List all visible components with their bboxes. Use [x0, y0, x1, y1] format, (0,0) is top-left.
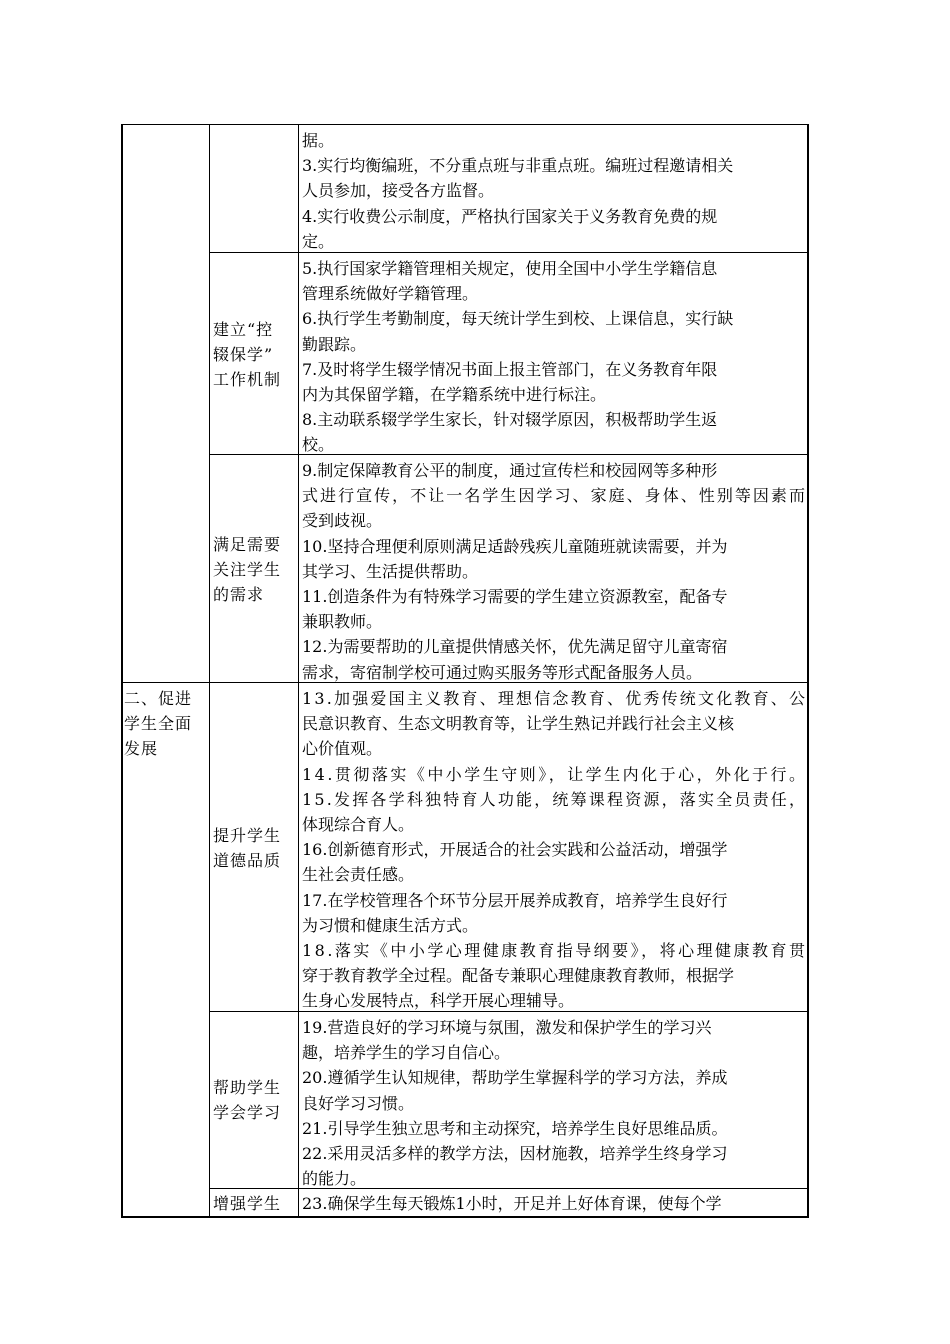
- content-line: 据。: [302, 131, 335, 150]
- content-line: 9.制定保障教育公平的制度，通过宣传栏和校园网等多种形: [302, 461, 718, 480]
- content-line: 5.执行国家学籍管理相关规定，使用全国中小学生学籍信息: [302, 259, 718, 278]
- content-line: 的能力。: [302, 1169, 367, 1189]
- group-label: 帮助学生 学会学习: [213, 1078, 282, 1122]
- table-border-top: [121, 124, 809, 125]
- content-line: 7.及时将学生辍学情况书面上报主管部门，在义务教育年限: [302, 359, 718, 379]
- group-label: 建立“控 辍保学” 工作机制: [213, 320, 282, 389]
- content-line: 生身心发展特点，科学开展心理辅导。: [302, 991, 575, 1011]
- group-label: 增强学生: [213, 1194, 282, 1213]
- content-line: 10.坚持合理便利原则满足适龄残疾儿童随班就读需要，并为: [302, 536, 728, 556]
- content-line: 需求，寄宿制学校可通过购买服务等形式配备服务人员。: [302, 662, 703, 682]
- content-line: 3.实行均衡编班，不分重点班与非重点班。编班过程邀请相关: [302, 156, 734, 176]
- content-line: 穿于教育教学全过程。配备专兼职心理健康教育教师，根据学: [302, 966, 735, 986]
- content-line: 21.引导学生独立思考和主动探究，培养学生良好思维品质。: [302, 1118, 728, 1138]
- content-line: 18.落实《中小学心理健康教育指导纲要》，将心理健康教育贯: [302, 941, 807, 960]
- table-border-left: [121, 124, 123, 1218]
- content-line: 校。: [302, 435, 335, 455]
- content-line: 23.确保学生每天锻炼1小时，开足并上好体育课，使每个学: [302, 1194, 722, 1213]
- content-line: 内为其保留学籍，在学籍系统中进行标注。: [302, 385, 607, 404]
- table-border-right: [807, 124, 809, 1218]
- content-line: 17.在学校管理各个环节分层开展养成教育，培养学生良好行: [302, 890, 728, 910]
- table-border-bottom: [121, 1216, 809, 1218]
- content-line: 式进行宣传，不让一名学生因学习、家庭、身体、性别等因素而: [302, 486, 807, 506]
- content-line: 定。: [302, 231, 335, 251]
- content-line: 22.采用灵活多样的教学方法，因材施教，培养学生终身学习: [302, 1144, 728, 1163]
- content-line: 人员参加，接受各方监督。: [302, 181, 495, 201]
- content-line: 14.贯彻落实《中小学生守则》，让学生内化于心，外化于行。: [302, 764, 807, 784]
- content-line: 管理系统做好学籍管理。: [302, 284, 479, 304]
- content-line: 受到歧视。: [302, 511, 383, 531]
- content-line: 16.创新德育形式，开展适合的社会实践和公益活动，增强学: [302, 840, 728, 860]
- content-line: 6.执行学生考勤制度，每天统计学生到校、上课信息，实行缺: [302, 309, 734, 329]
- content-line: 趣，培养学生的学习自信心。: [302, 1043, 511, 1063]
- content-line: 8.主动联系辍学学生家长，针对辍学原因，积极帮助学生返: [302, 410, 718, 430]
- group-label: 满足需要 关注学生 的需求: [213, 535, 282, 604]
- table-border-col1: [209, 124, 210, 1218]
- content-line: 15.发挥各学科独特育人功能，统筹课程资源，落实全员责任，: [302, 789, 807, 809]
- group-label: 提升学生 道德品质: [213, 826, 282, 870]
- content-line: 19.营造良好的学习环境与氛围，激发和保护学生的学习兴: [302, 1018, 712, 1037]
- content-line: 20.遵循学生认知规律，帮助学生掌握科学的学习方法，养成: [302, 1068, 728, 1088]
- section-label: 二、促进 学生全面 发展: [124, 689, 193, 758]
- table-border-col2: [298, 124, 299, 1218]
- content-line: 良好学习习惯。: [302, 1093, 415, 1113]
- content-line: 兼职教师。: [302, 612, 383, 632]
- content-line: 体现综合育人。: [302, 815, 415, 834]
- content-line: 勤跟踪。: [302, 334, 367, 354]
- content-line: 民意识教育、生态文明教育等，让学生熟记并践行社会主义核: [302, 714, 735, 734]
- content-line: 12.为需要帮助的儿童提供情感关怀，优先满足留守儿童寄宿: [302, 637, 728, 657]
- content-line: 13.加强爱国主义教育、理想信念教育、优秀传统文化教育、公: [302, 689, 807, 708]
- content-line: 11.创造条件为有特殊学习需要的学生建立资源教室，配备专: [302, 587, 728, 606]
- content-line: 生社会责任感。: [302, 865, 415, 885]
- content-line: 4.实行收费公示制度，严格执行国家关于义务教育免费的规: [302, 206, 718, 226]
- content-line: 其学习、生活提供帮助。: [302, 561, 479, 581]
- content-line: 为习惯和健康生活方式。: [302, 915, 479, 935]
- content-line: 心价值观。: [302, 739, 383, 759]
